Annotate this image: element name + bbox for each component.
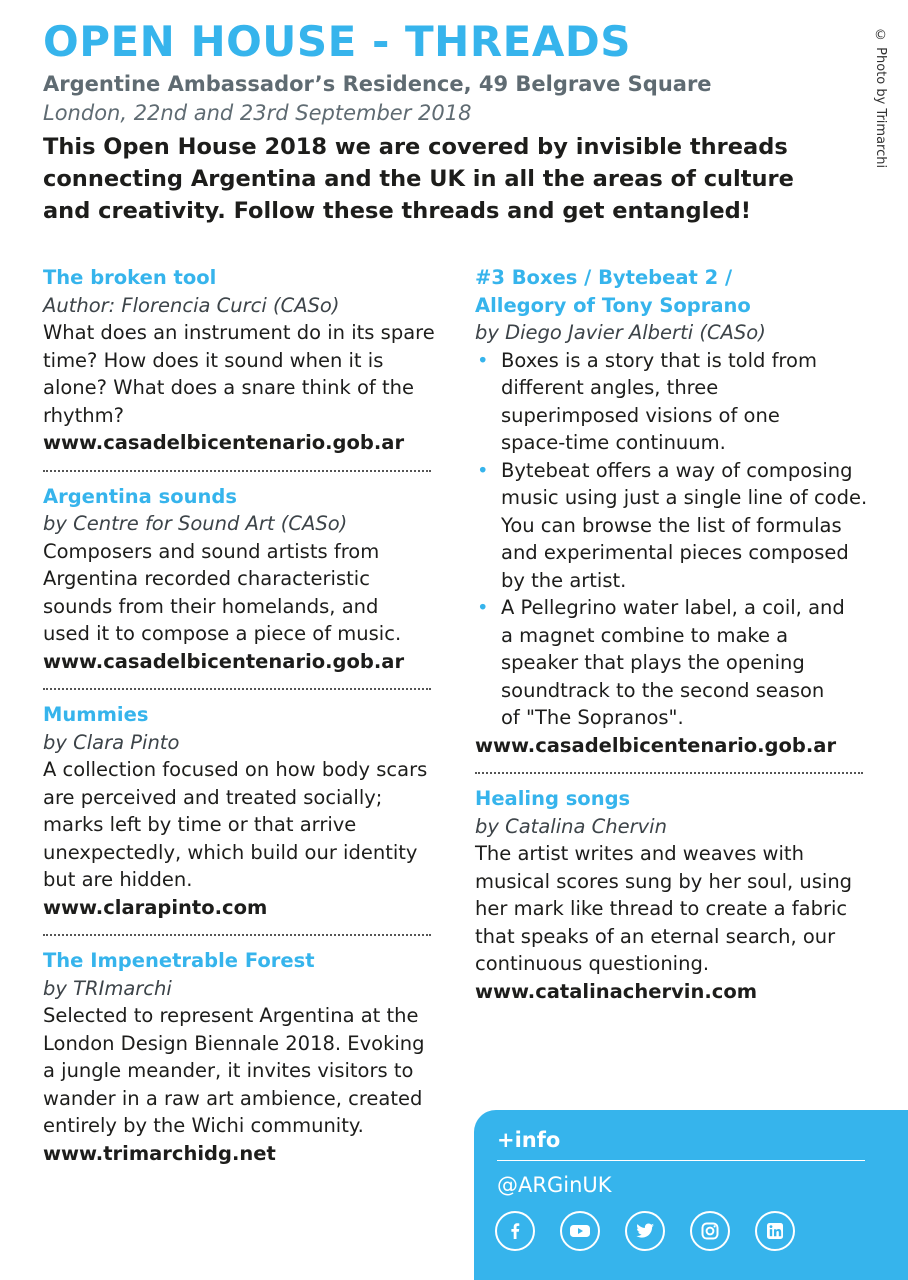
section-mummies (43, 701, 438, 921)
section-author: by Centre for Sound Art (CASo) (43, 512, 348, 535)
info-box (474, 1110, 908, 1280)
section-description: What does an instrument do in its spare time? How does it sound when it is alone? What does a snare think of the rhythm? (43, 321, 435, 427)
section-title: #3 Boxes / Bytebeat 2 / Allegory of Tony Soprano (475, 266, 751, 317)
section-title: Argentina sounds (43, 484, 237, 508)
venue-line: Argentine Ambassador’s Residence, 49 Belgrave Square (43, 72, 712, 96)
dotted-divider (43, 934, 431, 936)
list-item (475, 594, 846, 732)
date-line: London, 22nd and 23rd September 2018 (43, 101, 472, 125)
social-links (495, 1211, 820, 1251)
section-description: Selected to represent Argentina at the London Design Biennale 2018. Evoking a jungle meander, it invites visitors to wander in a raw art ambience, created entirely by the Wichi community. (43, 1004, 425, 1137)
bullet-dot-icon: • (477, 458, 489, 482)
page-title: OPEN HOUSE - THREADS (43, 17, 631, 66)
section-author: by TRImarchi (43, 976, 172, 1000)
section-link[interactable]: www.casadelbicentenario.gob.ar (43, 431, 405, 454)
bullet-text: Boxes is a story that is told from different angles, three superimposed visions of one space-time continuum. (501, 348, 817, 454)
photo-credit: © Photo by Trimarchi (873, 28, 888, 169)
dotted-divider (43, 470, 431, 472)
section-impenetrable-forest (43, 947, 438, 1167)
social-handle[interactable]: @ARGinUK (497, 1173, 612, 1197)
section-author: Author: Florencia Curci (CASo) (43, 293, 340, 317)
bullet-text: Bytebeat offers a way of composing music using just a single line of code. You can browse the list of formulas and experimental pieces composed by the artist. (501, 458, 868, 592)
list-item (475, 347, 841, 457)
section-description: A collection focused on how body scars are perceived and treated socially; marks left by time or that arrive unexpectedly, which build our identity but are hidden. (43, 758, 428, 891)
section-link[interactable]: www.catalinachervin.com (475, 979, 758, 1003)
right-column (475, 264, 875, 1005)
youtube-icon[interactable] (560, 1211, 600, 1251)
bullet-list (475, 347, 875, 732)
intro-paragraph: This Open House 2018 we are covered by invisible threads connecting Argentina and the UK in all the areas of culture and creativity. Follow these threads and get entangled! (43, 134, 794, 224)
bullet-text: A Pellegrino water label, a coil, and a magnet combine to make a speaker that plays the opening soundtrack to the second season of "The Sopranos". (501, 596, 845, 729)
facebook-icon[interactable] (495, 1211, 535, 1251)
section-healing-songs (475, 785, 875, 1005)
section-description: The artist writes and weaves with musical scores sung by her soul, using her mark like thread to create a fabric that speaks of an eternal search, our continuous questioning. (475, 842, 853, 975)
section-title: Mummies (43, 703, 149, 726)
section-boxes-bytebeat (475, 264, 875, 759)
section-title: Healing songs (475, 787, 631, 810)
section-author: by Diego Javier Alberti (CASo) (475, 321, 766, 344)
section-title: The Impenetrable Forest (43, 949, 315, 972)
info-label: +info (497, 1128, 561, 1152)
section-argentina-sounds (43, 483, 438, 676)
dotted-divider (43, 688, 431, 690)
linkedin-icon[interactable] (755, 1211, 795, 1251)
section-broken-tool (43, 264, 438, 457)
info-divider (497, 1160, 865, 1161)
section-link[interactable]: www.casadelbicentenario.gob.ar (475, 733, 837, 757)
section-link[interactable]: www.casadelbicentenario.gob.ar (43, 649, 405, 673)
section-link[interactable]: www.trimarchidg.net (43, 1141, 276, 1165)
section-author: by Clara Pinto (43, 730, 180, 754)
bullet-dot-icon: • (477, 348, 489, 372)
twitter-icon[interactable] (625, 1211, 665, 1251)
bullet-dot-icon: • (477, 596, 489, 619)
dotted-divider (475, 772, 863, 774)
section-link[interactable]: www.clarapinto.com (43, 895, 268, 919)
section-title: The broken tool (43, 266, 217, 289)
section-author: by Catalina Chervin (475, 814, 667, 838)
list-item (475, 457, 871, 595)
left-column (43, 264, 438, 1167)
section-description: Composers and sound artists from Argentina recorded characteristic sounds from their homelands, and used it to compose a piece of music. (43, 539, 402, 645)
instagram-icon[interactable] (690, 1211, 730, 1251)
